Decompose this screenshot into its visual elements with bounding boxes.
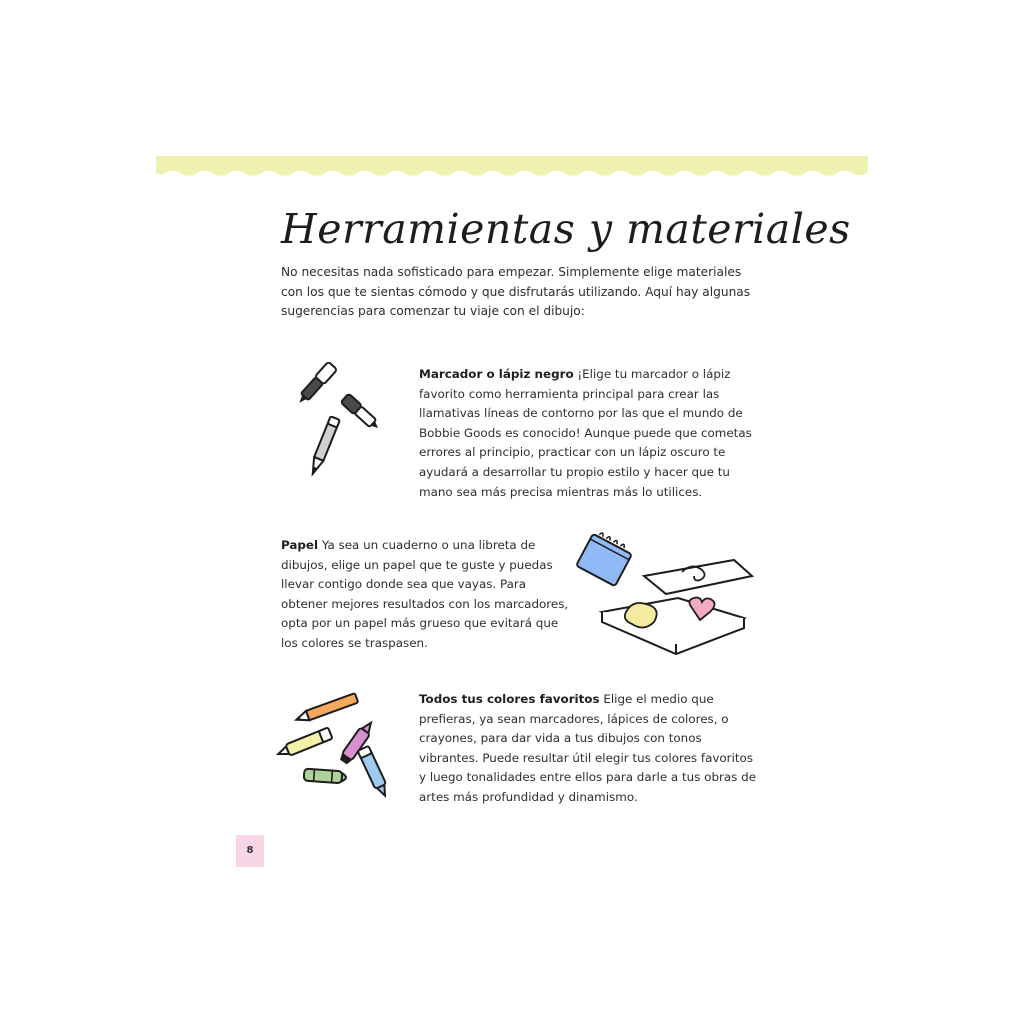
intro-paragraph: No necesitas nada sofisticado para empezar. Simplemente elige materiales con los que te sientas cómodo y que disfrutarás utilizando. Aquí hay algunas sugerencias para comenzar tu viaje con el dibujo: <box>281 265 751 318</box>
banner-wavy-strip <box>156 156 868 176</box>
open-sketchbook-icon <box>602 598 744 655</box>
blue-marker-icon <box>358 746 391 798</box>
page-title: Herramientas y materiales <box>281 205 851 253</box>
sketchbook-illustration <box>574 532 758 660</box>
green-crayon-icon <box>304 769 347 784</box>
section-colors <box>419 690 759 808</box>
pencil-icon <box>308 416 340 475</box>
loose-sheet-icon <box>644 560 752 594</box>
section-heading: Marcador o lápiz negro <box>419 367 574 381</box>
section-paper <box>281 536 571 654</box>
marker-icon <box>295 362 337 407</box>
colored-pencils-illustration <box>272 686 396 802</box>
section-heading: Papel <box>281 538 319 552</box>
section-body: Ya sea un cuaderno o una libreta de dibujos, elige un papel que te guste y puedas llevar contigo donde sea que vayas. Para obtener mejores resultados con los marcadores, opta por un papel más grueso que evitará que los colores se traspasen. <box>281 538 569 650</box>
page-number: 8 <box>246 845 254 856</box>
section-body: Elige el medio que prefieras, ya sean marcadores, lápices de colores, o crayones, para dar vida a tus dibujos con tonos vibrantes. Puede resultar útil elegir tus colores favoritos y luego tonalidades entre ellos para darle a tus obras de artes más profundidad y dinamismo. <box>419 692 757 804</box>
yellow-marker-icon <box>276 727 332 759</box>
notepad-icon <box>576 532 634 586</box>
decorative-banner <box>156 156 868 180</box>
page-number-tab <box>236 835 264 867</box>
section-markers <box>419 365 759 502</box>
orange-pencil-icon <box>295 693 359 724</box>
marker-icon <box>341 393 380 432</box>
markers-illustration <box>288 362 380 484</box>
section-body: ¡Elige tu marcador o lápiz favorito como herramienta principal para crear las llamativas líneas de contorno por las que el mundo de Bobbie Goods es conocido! Aunque puede que cometas errores al principio, practicar con un lápiz oscuro te ayudará a desarrollar tu propio estilo y hacer que tu mano sea más precisa mientras más lo utilices. <box>419 367 752 499</box>
section-heading: Todos tus colores favoritos <box>419 692 600 706</box>
